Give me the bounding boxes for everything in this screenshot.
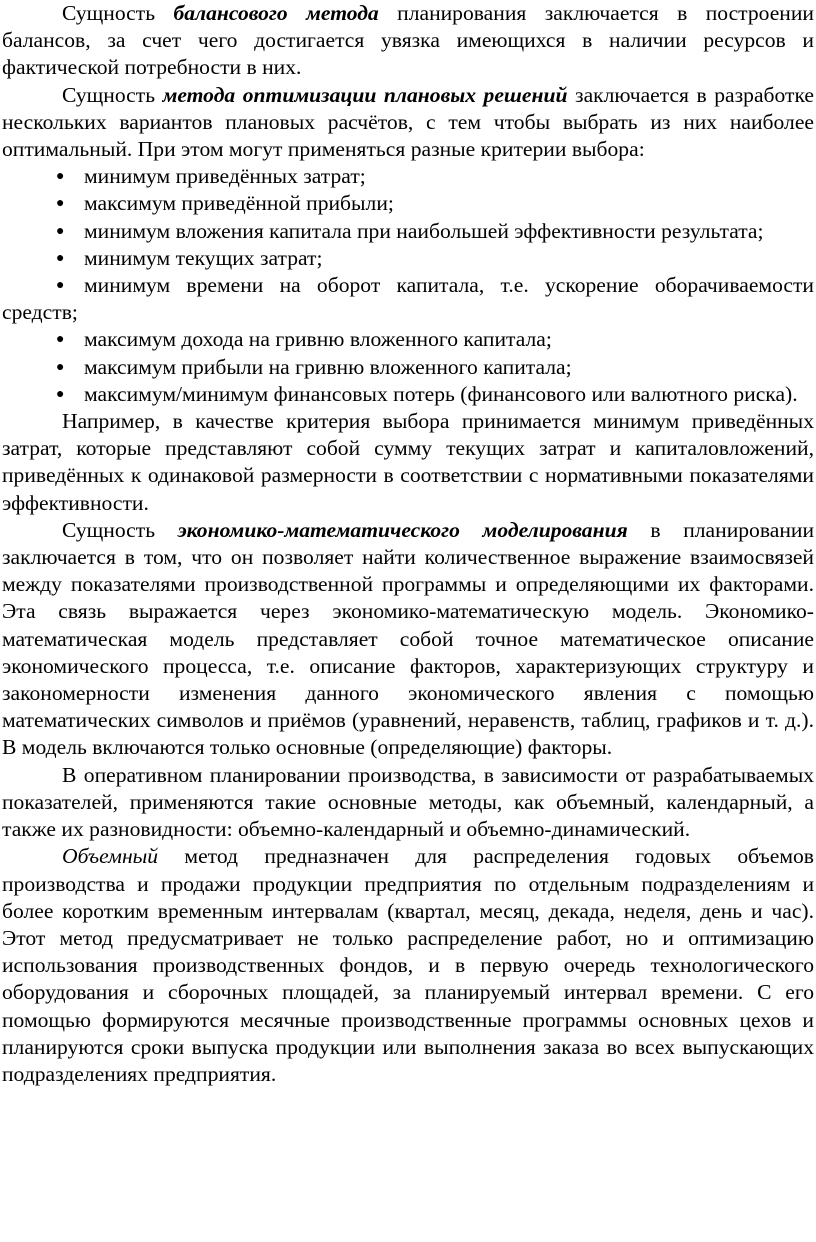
paragraph-text: метод предназначен для распределения годовых объемов производства и продажи продукции предприятия по отдельным подразделениям и более коротким временным интервалам (квартал, месяц, декада, неделя, день и час). Этот метод предусматривает не только распределение работ, но и оптимизацию использования производственных фондов, и в первую очередь технологического оборудования и сборочных площадей, за планируемый интервал времени. С его помощью формируются месячные производственные программы основных цехов и планируются сроки выпуска продукции или выполнения заказа во всех выпускающих подразделениях предприятия. — [2, 844, 814, 1086]
paragraph-operational-planning: В оперативном планировании производства, в зависимости от разрабатываемых показателей, применяются такие основные методы, как объемный, календарный, а также их разновидности: объемно-календарный и объемно-динамический. — [2, 762, 814, 842]
list-item — [2, 163, 814, 190]
paragraph-text: планирования заключается в построении балансов, за счет чего достигается увязка имеющихся в наличии ресурсов и фактической потребности в них. — [2, 1, 814, 80]
paragraph-text: заключается в разработке нескольких вариантов плановых расчётов, с тем чтобы выбрать из них наиболее оптимальный. При этом могут применяться разные критерии выбора: — [2, 82, 814, 162]
list-item-text: минимум времени на оборот капитала, т.е. ускорение оборачиваемости средств; — [2, 273, 814, 325]
paragraph-balance-method — [2, 0, 814, 82]
term-volume-method: Объемный — [62, 844, 159, 869]
bullet-icon: ● — [56, 169, 65, 185]
list-item-text: максимум/минимум финансовых потерь (финансового или валютного риска). — [84, 381, 798, 406]
paragraph-lead: Сущность — [62, 82, 163, 107]
list-item-text: минимум вложения капитала при наибольшей эффективности результата; — [84, 218, 764, 243]
list-item-text: максимум приведённой прибыли; — [84, 191, 394, 216]
list-item — [2, 245, 814, 272]
list-item-text: максимум дохода на гривню вложенного капитала; — [84, 327, 552, 352]
paragraph-text: в планировании заключается в том, что он позволяет найти количественное выражение взаимосвязей между показателями производственной программы и определяющими их факторами. Эта связь выражается через экономико-математическую модель. Экономико-математическая модель представляет собой точное математическое описание экономического процесса, т.е. описание факторов, характеризующих структуру и закономерности изменения данного экономического явления с помощью математических символов и приёмов (уравнений, неравенств, таблиц, графиков и т. д.). В модель включаются только основные (определяющие) факторы. — [2, 517, 815, 760]
term-optimization-method: метода оптимизации плановых решений — [162, 82, 568, 107]
list-item-text: минимум приведённых затрат; — [84, 164, 366, 189]
term-econ-math-modeling: экономико-математического моделирования — [177, 517, 628, 542]
list-item — [2, 218, 814, 245]
list-item — [2, 190, 814, 217]
bullet-icon: ● — [56, 278, 65, 294]
list-item — [2, 272, 814, 326]
paragraph-lead: Сущность — [62, 517, 178, 542]
list-item-text: минимум текущих затрат; — [84, 245, 323, 270]
paragraph-optimization-method — [2, 82, 814, 164]
list-item — [2, 381, 814, 408]
paragraph-volume-method — [2, 843, 814, 1088]
criteria-list — [2, 163, 814, 408]
term-balance-method: балансового метода — [173, 1, 379, 25]
list-item-text: максимум прибыли на гривню вложенного капитала; — [84, 354, 572, 379]
bullet-icon: ● — [56, 250, 65, 266]
list-item — [2, 326, 814, 353]
paragraph-econ-math-modeling — [2, 517, 814, 762]
bullet-icon: ● — [56, 196, 65, 212]
paragraph-lead: Сущность — [62, 1, 174, 25]
bullet-icon: ● — [56, 223, 65, 239]
list-item — [2, 354, 814, 381]
bullet-icon: ● — [56, 359, 65, 375]
bullet-icon: ● — [56, 332, 65, 348]
paragraph-example: Например, в качестве критерия выбора принимается минимум приведённых затрат, которые представляют собой сумму текущих затрат и капиталовложений, приведённых к одинаковой размерности в соответствии с нормативными показателями эффективности. — [2, 409, 814, 515]
bullet-icon: ● — [56, 386, 65, 402]
